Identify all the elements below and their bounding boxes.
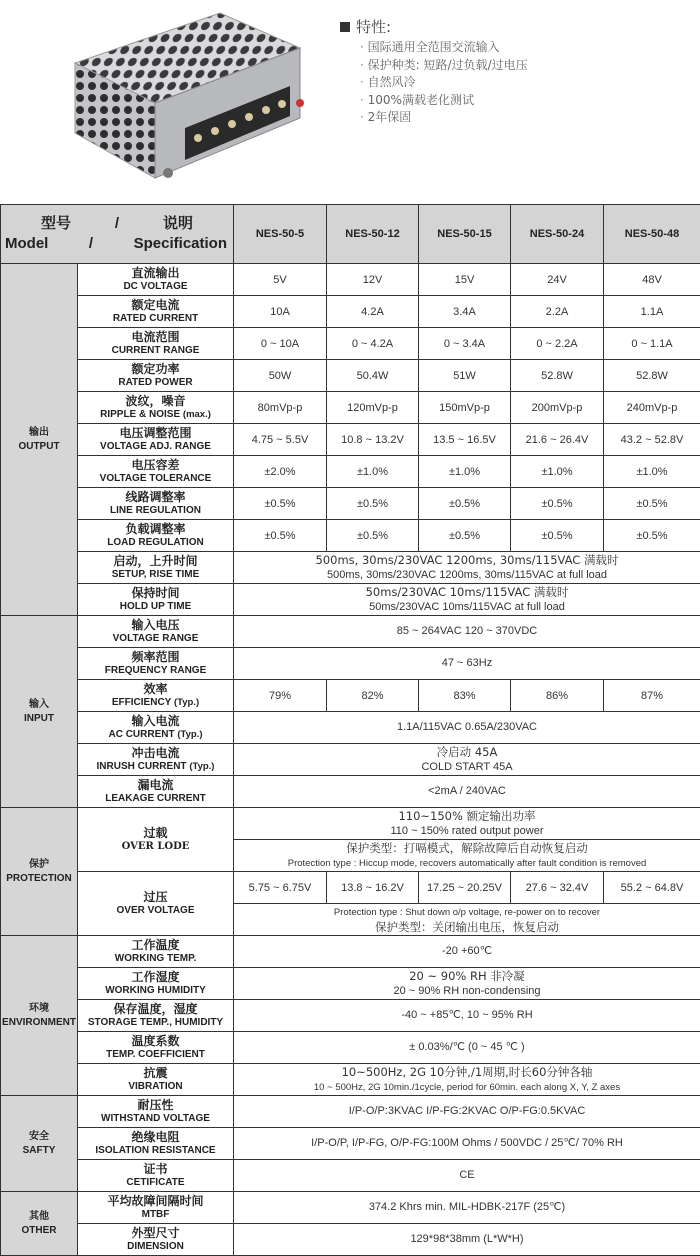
value-cell: 43.2 ~ 52.8V <box>604 424 700 456</box>
merged-value-cell: 20 ~ 90% RH 非冷凝 20 ~ 90% RH non-condensing <box>234 968 700 1000</box>
value-cell: 0 ~ 3.4A <box>419 328 511 360</box>
value-cell: 86% <box>511 680 604 712</box>
category-environment: 环境 ENVIRONMENT <box>1 936 78 1096</box>
value-cell: ±0.5% <box>327 520 419 552</box>
spec-row <box>1 1032 700 1064</box>
spec-row <box>1 456 700 488</box>
row-label: 额定电流 RATED CURRENT <box>78 296 234 328</box>
value-cell: 80mVp-p <box>234 392 327 424</box>
model-header: NES-50-12 <box>327 205 419 264</box>
value-cell: ±2.0% <box>234 456 327 488</box>
value-cell: ±0.5% <box>234 488 327 520</box>
value-cell: ±0.5% <box>604 488 700 520</box>
row-label: 波纹，噪音 RIPPLE & NOISE (max.) <box>78 392 234 424</box>
value-cell: 200mVp-p <box>511 392 604 424</box>
category-input: 输入 INPUT <box>1 616 78 808</box>
value-cell: 13.5 ~ 16.5V <box>419 424 511 456</box>
row-label: 直流输出 DC VOLTAGE <box>78 264 234 296</box>
value-cell: ±1.0% <box>327 456 419 488</box>
value-cell: 5.75 ~ 6.75V <box>234 872 327 904</box>
row-label: 耐压性 WITHSTAND VOLTAGE <box>78 1096 234 1128</box>
row-label: 输入电流 AC CURRENT (Typ.) <box>78 712 234 744</box>
value-cell: 0 ~ 10A <box>234 328 327 360</box>
value-cell: 1.1A <box>604 296 700 328</box>
spec-row <box>1 1096 700 1128</box>
spec-row <box>1 1000 700 1032</box>
row-label: 电流范围 CURRENT RANGE <box>78 328 234 360</box>
merged-value-cell: 374.2 Khrs min. MIL-HDBK-217F (25℃) <box>234 1192 700 1224</box>
value-cell: 5V <box>234 264 327 296</box>
value-cell: 15V <box>419 264 511 296</box>
merged-value-cell: Protection type : Shut down o/p voltage, re-power on to recover 保护类型：关闭输出电压，恢复启动 <box>234 904 700 936</box>
feature-item: · 保护种类: 短路/过负载/过电压 <box>360 57 680 75</box>
merged-value-cell: 保护类型：打嗝模式，解除故障后自动恢复启动 Protection type : Hiccup mode, recovers automatically after fault condition is removed <box>234 840 700 872</box>
value-cell: 0 ~ 4.2A <box>327 328 419 360</box>
row-label: 温度系数 TEMP. COEFFICIENT <box>78 1032 234 1064</box>
value-cell: 12V <box>327 264 419 296</box>
row-label: 平均故障间隔时间 MTBF <box>78 1192 234 1224</box>
spec-row <box>1 424 700 456</box>
row-label: 抗震 VIBRATION <box>78 1064 234 1096</box>
square-bullet-icon <box>340 22 350 32</box>
feature-item: · 2年保固 <box>360 109 680 127</box>
row-label: 电压调整范围 VOLTAGE ADJ. RANGE <box>78 424 234 456</box>
spec-row <box>1 808 700 840</box>
value-cell: 150mVp-p <box>419 392 511 424</box>
value-cell: 4.2A <box>327 296 419 328</box>
spec-row <box>1 712 700 744</box>
row-label: 漏电流 LEAKAGE CURRENT <box>78 776 234 808</box>
power-supply-photo <box>50 8 320 198</box>
row-label: 保持时间 HOLD UP TIME <box>78 584 234 616</box>
value-cell: ±0.5% <box>419 520 511 552</box>
merged-value-cell: 500ms, 30ms/230VAC 1200ms, 30ms/115VAC 满载时 500ms, 30ms/230VAC 1200ms, 30ms/115VAC at full load <box>234 552 700 584</box>
value-cell: 120mVp-p <box>327 392 419 424</box>
value-cell: 50W <box>234 360 327 392</box>
merged-value-cell: ± 0.03%/℃ (0 ~ 45 ℃ ) <box>234 1032 700 1064</box>
value-cell: 0 ~ 2.2A <box>511 328 604 360</box>
value-cell: 0 ~ 1.1A <box>604 328 700 360</box>
spec-row <box>1 936 700 968</box>
spec-row <box>1 776 700 808</box>
value-cell: 79% <box>234 680 327 712</box>
merged-value-cell: 50ms/230VAC 10ms/115VAC 满载时 50ms/230VAC 10ms/115VAC at full load <box>234 584 700 616</box>
merged-value-cell: -20 +60℃ <box>234 936 700 968</box>
value-cell: 3.4A <box>419 296 511 328</box>
value-cell: 52.8W <box>604 360 700 392</box>
spec-row <box>1 584 700 616</box>
spec-row <box>1 296 700 328</box>
spec-row <box>1 648 700 680</box>
spec-row <box>1 552 700 584</box>
category-other: 其他 OTHER <box>1 1192 78 1256</box>
row-label: 冲击电流 INRUSH CURRENT (Typ.) <box>78 744 234 776</box>
merged-value-cell: CE <box>234 1160 700 1192</box>
feature-item: · 自然风冷 <box>360 74 680 92</box>
row-label: 额定功率 RATED POWER <box>78 360 234 392</box>
value-cell: ±0.5% <box>511 520 604 552</box>
value-cell: 82% <box>327 680 419 712</box>
spec-row <box>1 520 700 552</box>
value-cell: 55.2 ~ 64.8V <box>604 872 700 904</box>
features-list <box>360 39 680 127</box>
value-cell: 50.4W <box>327 360 419 392</box>
model-header: NES-50-5 <box>234 205 327 264</box>
top-section <box>0 0 700 204</box>
merged-value-cell: <2mA / 240VAC <box>234 776 700 808</box>
merged-value-cell: I/P-O/P:3KVAC I/P-FG:2KVAC O/P-FG:0.5KVAC <box>234 1096 700 1128</box>
row-label: 外型尺寸 DIMENSION <box>78 1224 234 1256</box>
value-cell: 10.8 ~ 13.2V <box>327 424 419 456</box>
value-cell: ±1.0% <box>419 456 511 488</box>
spec-row <box>1 1160 700 1192</box>
feature-item: · 国际通用全范围交流输入 <box>360 39 680 57</box>
spec-row <box>1 1224 700 1256</box>
value-cell: ±0.5% <box>419 488 511 520</box>
spec-row <box>1 680 700 712</box>
model-spec-header: 型号 / 说明 Model / Specification <box>1 205 234 264</box>
model-header: NES-50-48 <box>604 205 700 264</box>
spec-row <box>1 360 700 392</box>
row-label: 过载 OVER LODE <box>78 808 234 872</box>
spec-row <box>1 1128 700 1160</box>
merged-value-cell: 85 ~ 264VAC 120 ~ 370VDC <box>234 616 700 648</box>
feature-item: · 100%满载老化测试 <box>360 92 680 110</box>
features-title: 特性: <box>340 16 680 37</box>
row-label: 负载调整率 LOAD REGULATION <box>78 520 234 552</box>
merged-value-cell: 110~150% 额定输出功率 110 ~ 150% rated output power <box>234 808 700 840</box>
row-label: 输入电压 VOLTAGE RANGE <box>78 616 234 648</box>
spec-row <box>1 392 700 424</box>
merged-value-cell: I/P-O/P, I/P-FG, O/P-FG:100M Ohms / 500VDC / 25℃/ 70% RH <box>234 1128 700 1160</box>
merged-value-cell: 129*98*38mm (L*W*H) <box>234 1224 700 1256</box>
value-cell: ±0.5% <box>234 520 327 552</box>
merged-value-cell: 10~500Hz, 2G 10分钟,/1周期,时长60分钟各轴 10 ~ 500Hz, 2G 10min./1cycle, period for 60min. each along X, Y, Z axes <box>234 1064 700 1096</box>
merged-value-cell: 1.1A/115VAC 0.65A/230VAC <box>234 712 700 744</box>
value-cell: ±1.0% <box>604 456 700 488</box>
row-label: 绝缘电阻 ISOLATION RESISTANCE <box>78 1128 234 1160</box>
model-header: NES-50-15 <box>419 205 511 264</box>
value-cell: 83% <box>419 680 511 712</box>
spec-row <box>1 968 700 1000</box>
spec-row <box>1 1064 700 1096</box>
row-label: 工作温度 WORKING TEMP. <box>78 936 234 968</box>
model-header: NES-50-24 <box>511 205 604 264</box>
value-cell: 240mVp-p <box>604 392 700 424</box>
spec-row <box>1 328 700 360</box>
spec-row <box>1 744 700 776</box>
row-label: 工作湿度 WORKING HUMIDITY <box>78 968 234 1000</box>
value-cell: 87% <box>604 680 700 712</box>
header-row <box>1 205 700 264</box>
row-label: 证书 CETIFICATE <box>78 1160 234 1192</box>
merged-value-cell: 冷启动 45A COLD START 45A <box>234 744 700 776</box>
category-output: 输出 OUTPUT <box>1 264 78 616</box>
spec-row <box>1 488 700 520</box>
row-label: 频率范围 FREQUENCY RANGE <box>78 648 234 680</box>
merged-value-cell: 47 ~ 63Hz <box>234 648 700 680</box>
value-cell: 2.2A <box>511 296 604 328</box>
value-cell: 52.8W <box>511 360 604 392</box>
spec-table <box>0 204 700 1256</box>
value-cell: 27.6 ~ 32.4V <box>511 872 604 904</box>
row-label: 线路调整率 LINE REGULATION <box>78 488 234 520</box>
value-cell: 48V <box>604 264 700 296</box>
value-cell: 24V <box>511 264 604 296</box>
spec-row <box>1 872 700 904</box>
spec-row <box>1 616 700 648</box>
spec-row <box>1 1192 700 1224</box>
spec-row <box>1 264 700 296</box>
value-cell: ±0.5% <box>511 488 604 520</box>
value-cell: 4.75 ~ 5.5V <box>234 424 327 456</box>
row-label: 保存温度，湿度 STORAGE TEMP., HUMIDITY <box>78 1000 234 1032</box>
value-cell: 10A <box>234 296 327 328</box>
category-protection: 保护 PROTECTION <box>1 808 78 936</box>
category-safety: 安全 SAFTY <box>1 1096 78 1192</box>
merged-value-cell: -40 ~ +85℃, 10 ~ 95% RH <box>234 1000 700 1032</box>
row-label: 启动，上升时间 SETUP, RISE TIME <box>78 552 234 584</box>
value-cell: 13.8 ~ 16.2V <box>327 872 419 904</box>
value-cell: 17.25 ~ 20.25V <box>419 872 511 904</box>
row-label: 效率 EFFICIENCY (Typ.) <box>78 680 234 712</box>
row-label: 电压容差 VOLTAGE TOLERANCE <box>78 456 234 488</box>
value-cell: ±0.5% <box>604 520 700 552</box>
value-cell: ±1.0% <box>511 456 604 488</box>
value-cell: 51W <box>419 360 511 392</box>
row-label: 过压 OVER VOLTAGE <box>78 872 234 936</box>
value-cell: ±0.5% <box>327 488 419 520</box>
features-block <box>340 16 680 127</box>
value-cell: 21.6 ~ 26.4V <box>511 424 604 456</box>
